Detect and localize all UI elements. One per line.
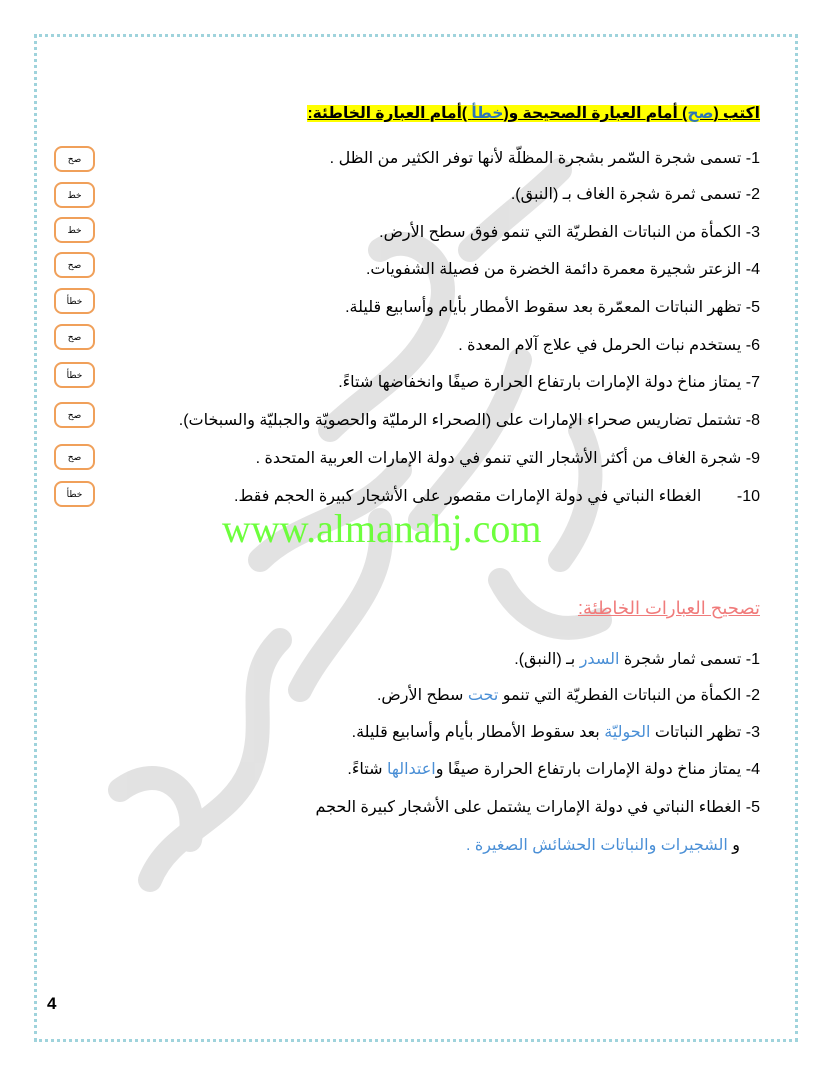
statement-1: 1- تسمى شجرة السّمر بشجرة المظلّة لأنها توفر الكثير من الظل . — [329, 150, 760, 167]
answer-box-7[interactable]: خطأ — [54, 362, 95, 388]
correction-1: 1- تسمى ثمار شجرة السدر بـ (النبق). — [514, 651, 760, 668]
statement-6: 6- يستخدم نبات الحرمل في علاج آلام المعدة . — [458, 337, 760, 354]
statement-3: 3- الكمأة من النباتات الفطريّة التي تنمو فوق سطح الأرض. — [379, 224, 760, 241]
page-number: 4 — [47, 994, 57, 1013]
answer-box-9[interactable]: صح — [54, 444, 95, 470]
statement-9: 9- شجرة الغاف من أكثر الأشجار التي تنمو في دولة الإمارات العربية المتحدة . — [255, 450, 760, 467]
answer-box-4[interactable]: صح — [54, 252, 95, 278]
statement-2: 2- تسمى ثمرة شجرة الغاف بـ (النبق). — [510, 186, 760, 203]
corrections-title: تصحيح العبارات الخاطئة: — [577, 598, 760, 618]
statement-4: 4- الزعتر شجيرة معمرة دائمة الخضرة من فصيلة الشفويات. — [365, 261, 760, 278]
statement-8: 8- تشتمل تضاريس صحراء الإمارات على (الصحراء الرمليّة والحصويّة والجبليّة والسبخات). — [178, 412, 760, 429]
statement-7: 7- يمتاز مناخ دولة الإمارات بارتفاع الحرارة صيفًا وانخفاضها شتاءً. — [338, 374, 760, 391]
statement-10: 10- الغطاء النباتي في دولة الإمارات مقصور على الأشجار كبيرة الحجم فقط. — [234, 488, 760, 505]
correction-2: 2- الكمأة من النباتات الفطريّة التي تنمو تحت سطح الأرض. — [376, 687, 760, 704]
answer-box-1[interactable]: صح — [54, 146, 95, 172]
correction-5: 5- الغطاء النباتي في دولة الإمارات يشتمل على الأشجار كبيرة الحجم — [315, 799, 760, 816]
correction-4: 4- يمتاز مناخ دولة الإمارات بارتفاع الحرارة صيفًا واعتدالها شتاءً. — [347, 761, 760, 778]
answer-box-3[interactable]: خط — [54, 217, 95, 243]
statement-5: 5- تظهر النباتات المعمّرة بعد سقوط الأمطار بأيام وأسابيع قليلة. — [345, 299, 760, 316]
answer-box-6[interactable]: صح — [54, 324, 95, 350]
instruction-line: اكتب (صح) أمام العبارة الصحيحة و(خطأ )أمام العبارة الخاطئة: — [307, 105, 760, 122]
wrong-word: خطأ — [471, 105, 504, 122]
answer-box-10[interactable]: خطأ — [54, 481, 95, 507]
correct-word: صح — [687, 105, 714, 122]
correction-5-continued: و الشجيرات والنباتات الحشائش الصغيرة . — [465, 837, 740, 854]
answer-box-2[interactable]: خط — [54, 182, 95, 208]
answer-box-5[interactable]: خطأ — [54, 288, 95, 314]
answer-box-8[interactable]: صح — [54, 402, 95, 428]
correction-3: 3- تظهر النباتات الحوليّة بعد سقوط الأمطار بأيام وأسابيع قليلة. — [351, 724, 760, 741]
website-watermark: www.almanahj.com — [222, 506, 542, 551]
